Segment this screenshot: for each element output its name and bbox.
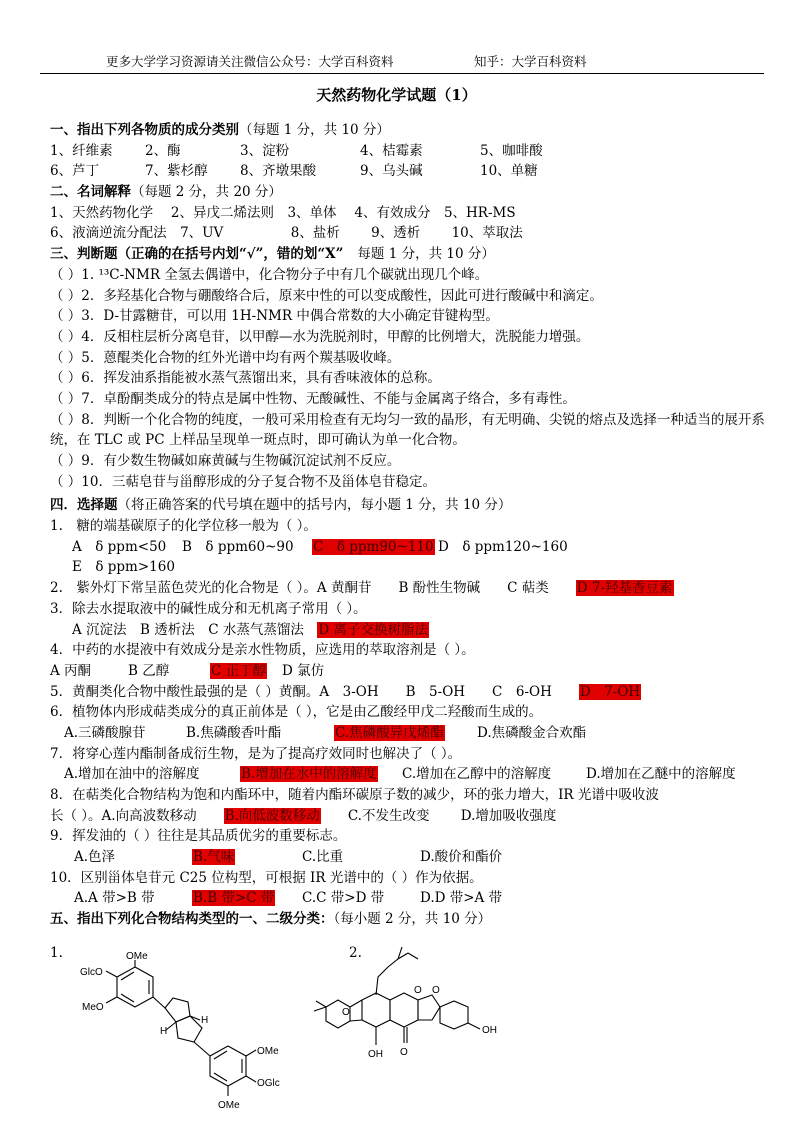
section-3-note: 每题 1 分，共 10 分） bbox=[357, 246, 495, 263]
option-d: D 氯仿 bbox=[282, 662, 325, 679]
question-1-options bbox=[50, 537, 772, 558]
section-2-note: （每题 2 分，共 20 分） bbox=[131, 184, 282, 201]
pyrone-ring bbox=[390, 993, 418, 1027]
label-oh-1: OH bbox=[368, 1049, 383, 1060]
option-c: C.C 带>D 带 bbox=[302, 890, 385, 907]
item: 6、芦丁 bbox=[50, 163, 100, 180]
label-o-1: O bbox=[342, 1007, 350, 1018]
option-b-answer: B.B 带>C 带 bbox=[193, 890, 275, 907]
question-3-answer: D 离子交换树脂法 bbox=[318, 621, 428, 638]
section-1-row-1 bbox=[50, 141, 772, 162]
label-oglc-right: OGlc bbox=[257, 1078, 280, 1089]
option-d: D.酸价和酯价 bbox=[420, 849, 503, 866]
label-o-3: O bbox=[432, 985, 440, 996]
judge-item-8: （ ）8．判断一个化合物的纯度，一般可采用检查有无均匀一致的晶形，有无明确、尖锐的熔点及选择一种适当的展开系统，在 TLC 或 PC 上样品呈现单一斑点时，即可确认为单一化合物。 bbox=[50, 411, 765, 449]
section-4-title bbox=[50, 495, 772, 516]
section-2-row-1: 1、天然药物化学 2、异戊二烯法则 3、单体 4、有效成分 5、HR-MS bbox=[50, 204, 516, 221]
question-1-option-e: E δ ppm>160 bbox=[72, 559, 175, 576]
option-b: B.焦磷酸香叶酯 bbox=[186, 724, 282, 741]
section-3-title bbox=[50, 244, 772, 265]
section-4-heading: 四．选择题 bbox=[50, 497, 118, 514]
label-o-2: O bbox=[414, 985, 422, 996]
furan-ring-upper bbox=[165, 998, 190, 1022]
question-5-answer: D 7-OH bbox=[579, 683, 641, 700]
option-c-wrap bbox=[312, 537, 438, 558]
ring-upper bbox=[117, 967, 153, 1007]
item: 3、淀粉 bbox=[240, 142, 290, 159]
option-b-answer: B.增加在水中的溶解度 bbox=[241, 766, 377, 783]
question-6-options bbox=[50, 723, 772, 744]
furan-ring bbox=[418, 995, 440, 1020]
option-b-answer: B.气味 bbox=[193, 849, 235, 866]
question-2-answer: D 7-羟基香豆素 bbox=[576, 580, 673, 597]
question-9-options bbox=[50, 847, 772, 868]
option-c-answer: C 正丁醇 bbox=[211, 662, 267, 679]
question-1: 1. 糖的端基碳原子的化学位移一般为（ ）。 bbox=[50, 518, 317, 535]
question-8-option-cd: C.不发生改变 D.增加吸收强度 bbox=[347, 807, 557, 824]
ring-lower bbox=[210, 1046, 246, 1086]
header-right-text: 知乎：大学百科资料 bbox=[474, 54, 587, 69]
question-3-options-text: A 沉淀法 B 透析法 C 水蒸气蒸馏法 bbox=[72, 621, 304, 638]
section-1-title bbox=[50, 120, 772, 141]
section-1-heading: 一、指出下列各物质的成分类别 bbox=[50, 122, 239, 138]
question-8-option-a: 长（ ）。A.向高波数移动 bbox=[50, 807, 197, 824]
option-d: D δ ppm120~160 bbox=[438, 538, 568, 555]
question-4-options bbox=[50, 661, 772, 682]
structure-1-diagram bbox=[70, 950, 300, 1118]
option-a: A.三磷酸腺苷 bbox=[64, 724, 146, 741]
judge-item-10: （ ）10．三萜皂苷与甾醇形成的分子复合物不及甾体皂苷稳定。 bbox=[50, 473, 436, 490]
question-5-text: 5．黄酮类化合物中酸性最强的是（ ）黄酮。A 3-OH B 5-OH C 6-OH bbox=[50, 683, 552, 700]
label-oh-2: OH bbox=[482, 1025, 497, 1036]
label-ome-left: MeO bbox=[82, 1002, 104, 1013]
section-1-note: （每题 1 分，共 10 分） bbox=[239, 122, 390, 138]
aromatic-ring-a bbox=[362, 993, 390, 1027]
item: 8、齐墩果酸 bbox=[240, 163, 317, 180]
option-a: A.增加在油中的溶解度 bbox=[64, 766, 200, 783]
structure-2-diagram bbox=[306, 945, 516, 1075]
option-d: D.D 带>A 带 bbox=[420, 890, 503, 907]
judge-item-6: （ ）6．挥发油系指能被水蒸气蒸馏出来，具有香味液体的总称。 bbox=[50, 370, 441, 387]
item: 10、单糖 bbox=[480, 163, 538, 180]
question-2 bbox=[50, 578, 772, 599]
question-8-options bbox=[50, 806, 772, 827]
exam-content bbox=[50, 120, 772, 930]
question-9: 9．挥发油的（ ）往往是其品质优劣的重要标志。 bbox=[50, 828, 347, 845]
header-left-text: 更多大学学习资源请关注微信公众号：大学百科资料 bbox=[106, 54, 394, 69]
label-oglc-left: GlcO bbox=[80, 967, 103, 978]
section-4-note: （将正确答案的代号填在题中的括号内，每小题 1 分，共 10 分） bbox=[117, 497, 512, 514]
item: 7、紫杉醇 bbox=[145, 163, 208, 180]
aromatic-ring-b bbox=[440, 1001, 468, 1029]
option-d: D.增加在乙醚中的溶解度 bbox=[586, 766, 736, 783]
option-b: B δ ppm60~90 bbox=[182, 538, 294, 555]
furan-ring-lower bbox=[176, 1016, 202, 1042]
option-c-answer: C δ ppm90~110 bbox=[313, 538, 434, 555]
section-5-heading: 五、指出下列化合物结构类型的一、二级分类： bbox=[50, 911, 334, 928]
judge-item-2: （ ）2．多羟基化合物与硼酸络合后，原来中性的可以变成酸性，因此可进行酸碱中和滴定。 bbox=[50, 287, 603, 304]
question-8-answer: B.向低波数移动 bbox=[224, 807, 320, 824]
question-7: 7．将穿心莲内酯制备成衍生物，是为了提高疗效同时也解决了（ ）。 bbox=[50, 745, 462, 762]
label-ome-bottom: OMe bbox=[218, 1100, 240, 1111]
label-h-1: H bbox=[160, 1026, 168, 1037]
question-4: 4．中药的水提液中有效成分是亲水性物质，应选用的萃取溶剂是（ ）。 bbox=[50, 642, 475, 659]
judge-item-4: （ ）4．反相柱层析分离皂苷，以甲醇—水为洗脱剂时，甲醇的比例增大，洗脱能力增强。 bbox=[50, 328, 590, 345]
option-a: A 丙酮 bbox=[50, 662, 92, 679]
section-2-title bbox=[50, 182, 772, 203]
structure-1-number: 1. bbox=[50, 945, 63, 961]
structure-2-number: 2. bbox=[349, 945, 362, 961]
option-c: C.比重 bbox=[302, 849, 344, 866]
section-3-heading: 三、判断题（正确的在括号内划“√”，错的划“X” bbox=[50, 246, 344, 263]
judge-item-7: （ ）7．卓酚酮类成分的特点是属中性物、无酸碱性、不能与金属离子络合，多有毒性。 bbox=[50, 390, 576, 407]
question-3-options bbox=[50, 620, 772, 641]
question-8: 8．在萜类化合物结构为饱和内酯环中，随着内酯环碳原子数的减少，环的张力增大，IR 光谱中吸收波 bbox=[50, 787, 659, 804]
judge-item-9: （ ）9．有少数生物碱如麻黄碱与生物碱沉淀试剂不反应。 bbox=[50, 453, 401, 470]
question-10-options bbox=[50, 888, 772, 909]
item: 5、咖啡酸 bbox=[480, 142, 543, 159]
question-5 bbox=[50, 682, 772, 703]
page-header bbox=[0, 52, 793, 72]
section-5-note: （每小题 2 分，共 10 分） bbox=[333, 911, 492, 928]
page-title: 天然药物化学试题（1） bbox=[316, 86, 477, 104]
label-ome-top: OMe bbox=[126, 951, 148, 962]
option-a: A.色泽 bbox=[74, 849, 116, 866]
option-c: C.增加在乙醇中的溶解度 bbox=[402, 766, 552, 783]
question-2-text: 2. 紫外灯下常呈蓝色荧光的化合物是（ ）。A 黄酮苷 B 酚性生物碱 C 萜类 bbox=[50, 580, 549, 597]
section-2-row-2: 6、液滴逆流分配法 7、UV 8、盐析 9、透析 10、萃取法 bbox=[50, 225, 523, 242]
option-c-answer: C.焦磷酸异戊烯酯 bbox=[335, 724, 444, 741]
question-3: 3．除去水提取液中的碱性成分和无机离子常用（ ）。 bbox=[50, 600, 367, 617]
item: 4、桔霉素 bbox=[360, 142, 423, 159]
option-a: A δ ppm<50 bbox=[72, 538, 167, 555]
section-1-row-2 bbox=[50, 161, 772, 182]
option-b: B 乙醇 bbox=[128, 662, 170, 679]
header-rule bbox=[40, 73, 764, 74]
judge-item-3: （ ）3．D-甘露糖苷，可以用 1H-NMR 中偶合常数的大小确定苷键构型。 bbox=[50, 308, 499, 325]
label-h-2: H bbox=[201, 1015, 209, 1026]
judge-item-1: （ ）1. ¹³C-NMR 全氢去偶谱中，化合物分子中有几个碳就出现几个峰。 bbox=[50, 266, 489, 283]
judge-item-5: （ ）5．蒽醌类化合物的红外光谱中均有两个羰基吸收峰。 bbox=[50, 349, 401, 366]
option-d: D.焦磷酸金合欢酯 bbox=[477, 724, 587, 741]
label-o-ketone: O bbox=[400, 1047, 408, 1058]
option-a: A.A 带>B 带 bbox=[74, 890, 155, 907]
item: 1、纤维素 bbox=[50, 142, 113, 159]
item: 2、酶 bbox=[145, 142, 181, 159]
question-6: 6．植物体内形成萜类成分的真正前体是（ ），它是由乙酸经甲戊二羟酸而生成的。 bbox=[50, 704, 543, 721]
label-ome-right: OMe bbox=[257, 1046, 279, 1057]
item: 9、乌头碱 bbox=[360, 163, 423, 180]
question-7-options bbox=[50, 764, 772, 785]
section-5-title bbox=[50, 909, 772, 930]
question-10: 10．区别甾体皂苷元 C25 位构型，可根据 IR 光谱中的（ ）作为依据。 bbox=[50, 869, 483, 886]
section-2-heading: 二、名词解释 bbox=[50, 184, 131, 201]
